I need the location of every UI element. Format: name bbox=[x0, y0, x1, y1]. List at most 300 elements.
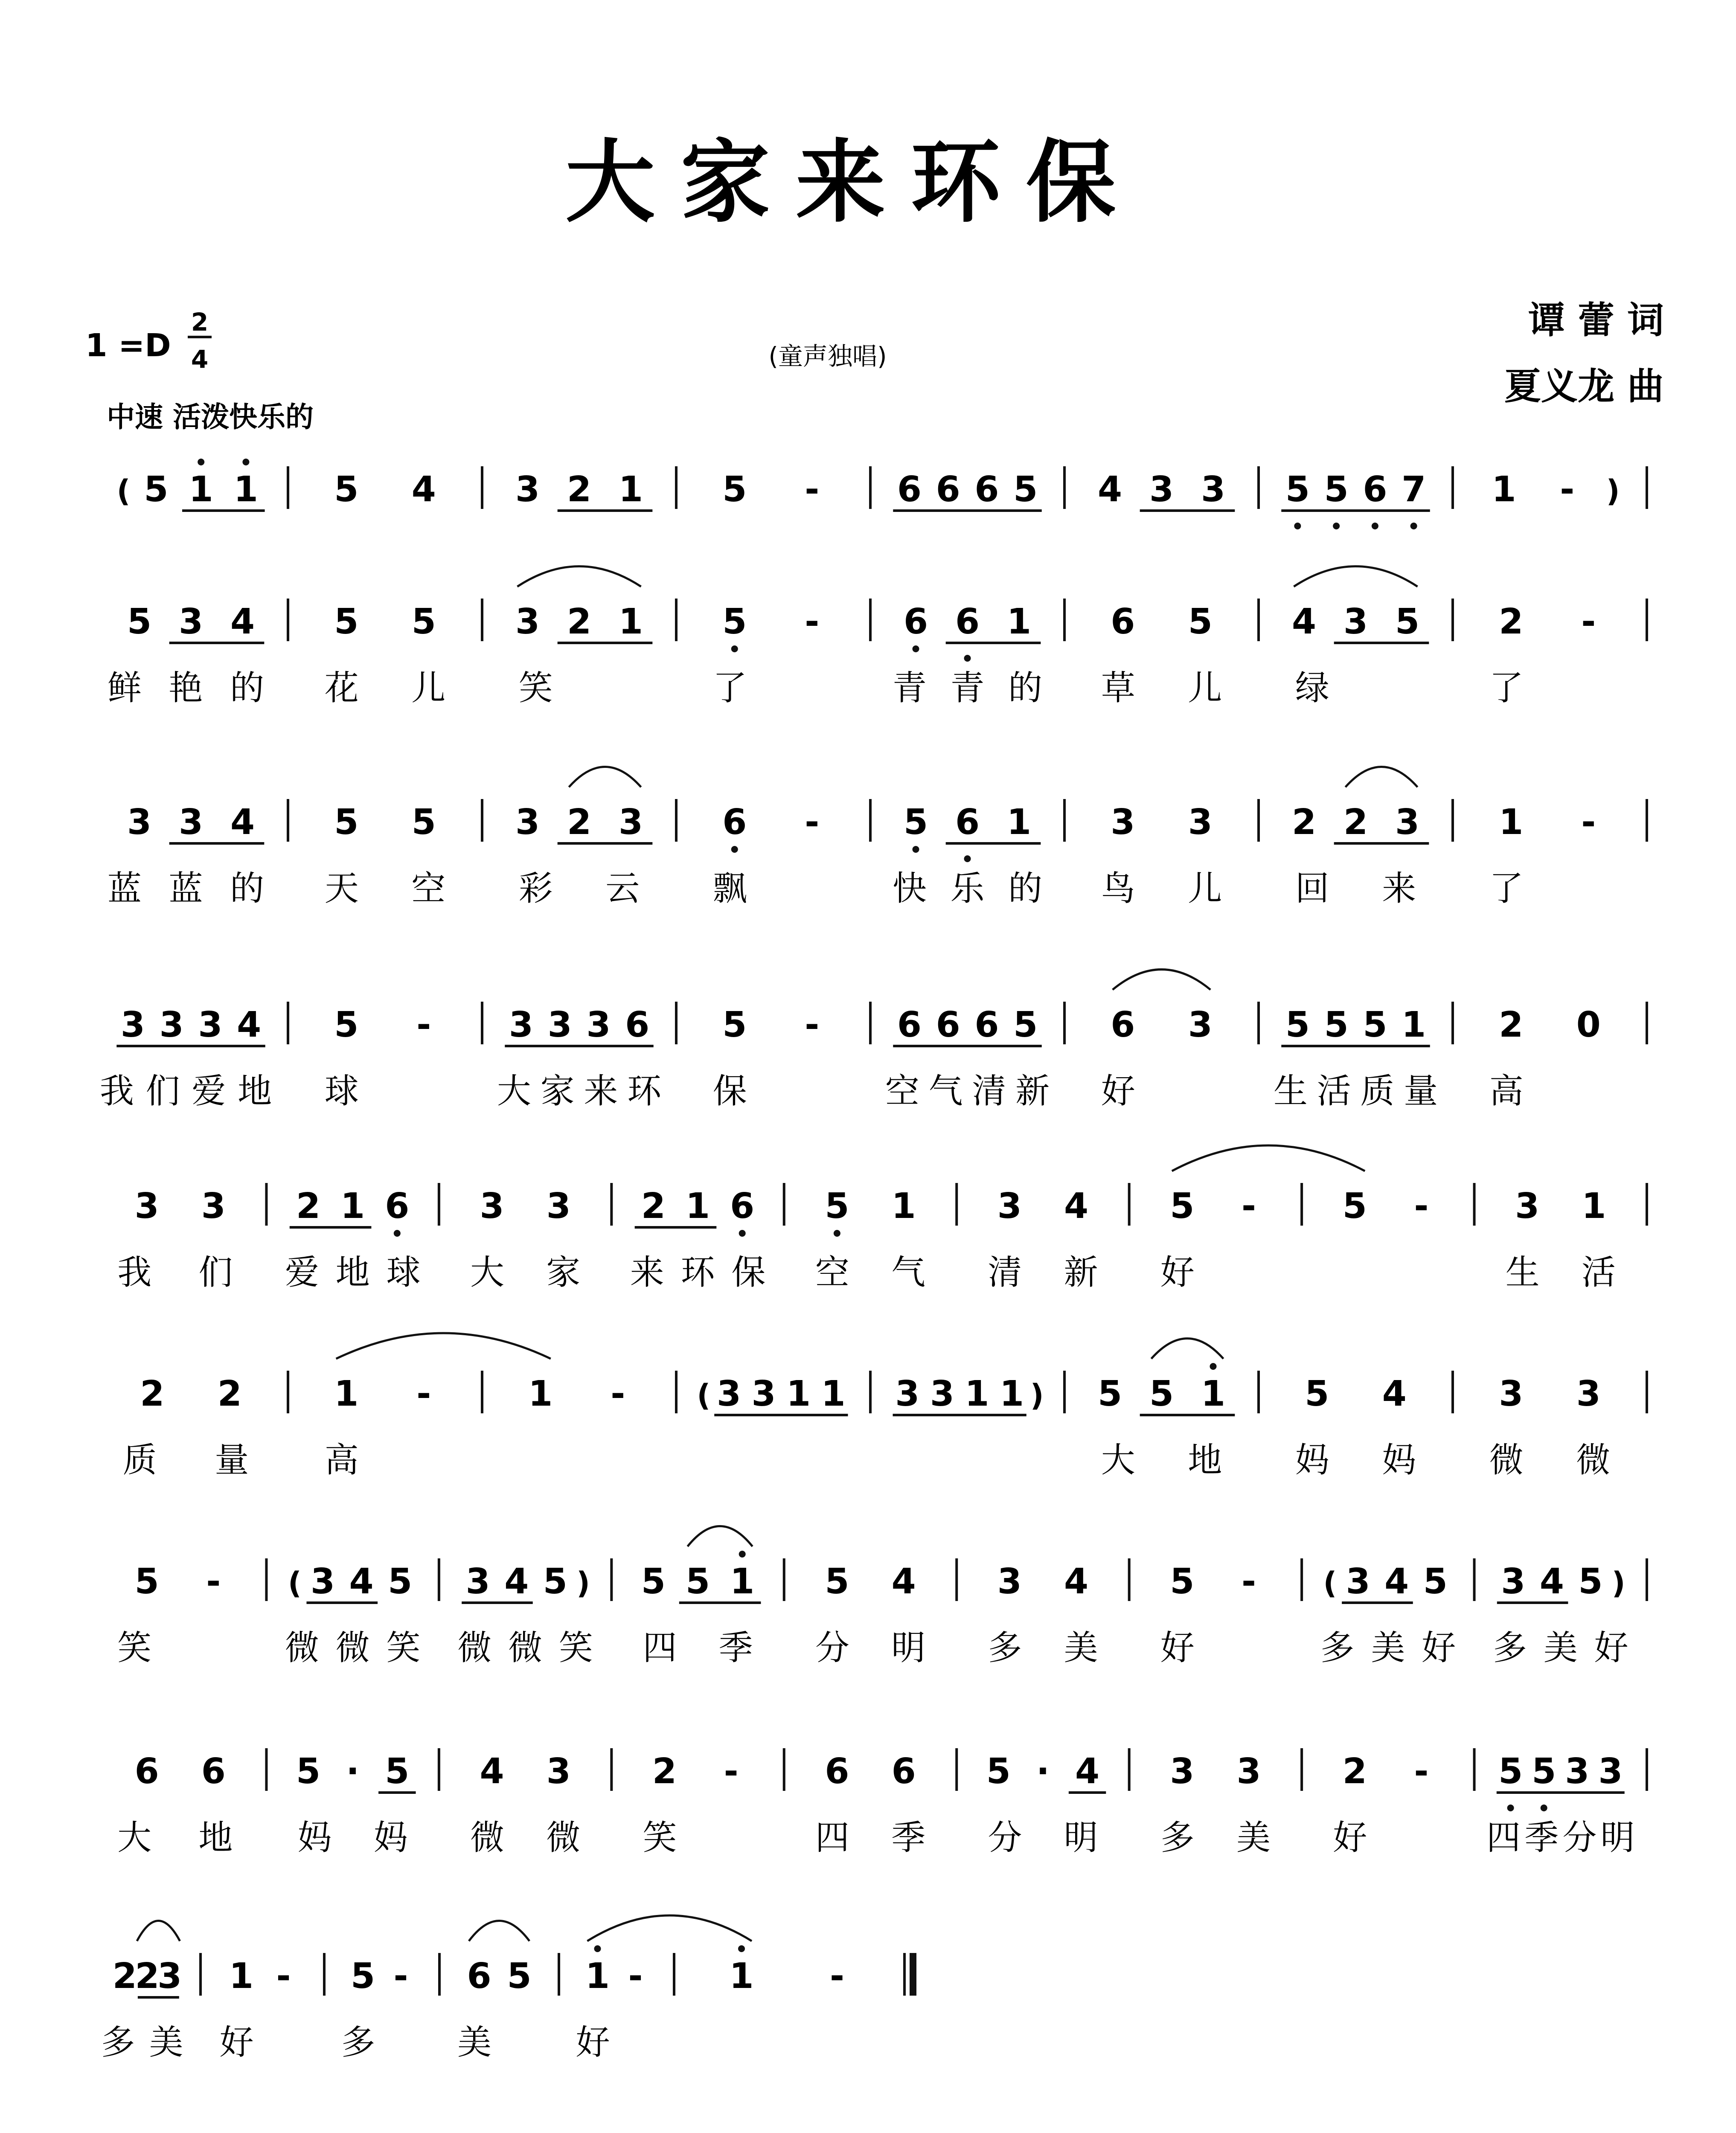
lyric: 笑 bbox=[386, 1628, 421, 1668]
repeat-bracket: ) bbox=[576, 1566, 590, 1601]
lyric: 好 bbox=[576, 2023, 610, 2062]
note: 3 bbox=[515, 802, 540, 843]
note: 5 bbox=[411, 802, 436, 843]
note: 1 bbox=[618, 602, 643, 642]
lyric: 微 bbox=[470, 1818, 504, 1857]
note: 3 bbox=[1565, 1751, 1590, 1792]
note: 1 bbox=[821, 1374, 846, 1414]
lyric: 季 bbox=[1524, 1818, 1559, 1857]
lyric: 保 bbox=[712, 1071, 747, 1111]
note: 4 bbox=[237, 1005, 262, 1045]
note: 3 bbox=[1499, 1374, 1524, 1414]
lyric: 美 bbox=[1236, 1818, 1271, 1857]
lyric: 多 bbox=[988, 1628, 1022, 1668]
note: 1 bbox=[189, 469, 213, 510]
note: 3 bbox=[1170, 1751, 1195, 1792]
note: 3 bbox=[127, 802, 152, 843]
octave-dot-low bbox=[834, 1230, 840, 1237]
note: 3 bbox=[157, 1956, 182, 1996]
note: 3 bbox=[895, 1374, 920, 1414]
note: 3 bbox=[465, 1561, 490, 1602]
note: - bbox=[416, 1005, 431, 1045]
lyric: 青 bbox=[892, 668, 927, 708]
note: 3 bbox=[586, 1005, 611, 1045]
note: 2 bbox=[641, 1186, 666, 1226]
note: 5 bbox=[411, 602, 436, 642]
note: 4 bbox=[1075, 1751, 1100, 1792]
lyric: 美 bbox=[149, 2023, 183, 2062]
note: - bbox=[416, 1374, 431, 1414]
note: 5 bbox=[686, 1561, 710, 1602]
note: 5 bbox=[1013, 469, 1038, 510]
note: 4 bbox=[230, 602, 255, 642]
lyric: 好 bbox=[1594, 1628, 1628, 1668]
note: 2 bbox=[1499, 602, 1524, 642]
note: 1 bbox=[1006, 802, 1032, 843]
note: 1 bbox=[334, 1374, 359, 1414]
note: 4 bbox=[480, 1751, 504, 1792]
lyric: 我 bbox=[99, 1071, 134, 1111]
lyric: 大 bbox=[1101, 1440, 1135, 1480]
note: 6 bbox=[825, 1751, 849, 1792]
octave-dot-high bbox=[242, 459, 249, 465]
note: 5 bbox=[1188, 602, 1213, 642]
note: 5 bbox=[1395, 602, 1420, 642]
lyric: 妈 bbox=[1382, 1440, 1416, 1480]
lyric: 保 bbox=[731, 1252, 766, 1292]
octave-dot-low bbox=[731, 846, 738, 853]
lyric: 儿 bbox=[411, 668, 446, 708]
lyric: 分 bbox=[1562, 1818, 1597, 1857]
note: 5 bbox=[1578, 1561, 1603, 1602]
lyric: 了 bbox=[712, 668, 747, 708]
note: 4 bbox=[349, 1561, 374, 1602]
lyricist-credit: 谭 蕾 词 bbox=[1528, 299, 1664, 342]
lyric: 了 bbox=[1489, 869, 1524, 908]
note: 6 bbox=[936, 1005, 960, 1045]
note: 5 bbox=[722, 1005, 747, 1045]
lyric: 来 bbox=[584, 1071, 618, 1111]
lyric: 美 bbox=[457, 2023, 491, 2062]
note: - bbox=[1241, 1186, 1256, 1226]
repeat-bracket: ) bbox=[1030, 1378, 1044, 1413]
lyric: 微 bbox=[285, 1628, 319, 1668]
note: 1 bbox=[229, 1956, 254, 1996]
lyric: 花 bbox=[324, 668, 359, 708]
lyric: 分 bbox=[988, 1818, 1022, 1857]
note: 4 bbox=[411, 469, 436, 510]
note: 5 bbox=[1342, 1186, 1367, 1226]
note: 3 bbox=[1515, 1186, 1540, 1226]
note: 5 bbox=[334, 602, 359, 642]
note: 1 bbox=[1006, 602, 1032, 642]
note: 1 bbox=[730, 1561, 755, 1602]
note: 6 bbox=[625, 1005, 650, 1045]
note: 1 bbox=[965, 1374, 989, 1414]
note: 6 bbox=[955, 602, 980, 642]
note: 2 bbox=[217, 1374, 242, 1414]
octave-dot-high bbox=[738, 1945, 745, 1952]
octave-dot-low bbox=[1507, 1805, 1514, 1811]
lyric: 的 bbox=[230, 869, 265, 908]
note: - bbox=[829, 1956, 845, 1996]
note: 3 bbox=[997, 1561, 1022, 1602]
lyric: 笑 bbox=[558, 1628, 593, 1668]
lyric: 多 bbox=[101, 2023, 135, 2062]
note: 1 bbox=[1582, 1186, 1606, 1226]
note: - bbox=[805, 802, 820, 843]
note: 3 bbox=[1346, 1561, 1370, 1602]
note: 1 bbox=[233, 469, 258, 510]
note: 5 bbox=[1170, 1186, 1195, 1226]
repeat-bracket: ( bbox=[1323, 1566, 1337, 1601]
note: 3 bbox=[509, 1005, 533, 1045]
lyric: 微 bbox=[335, 1628, 370, 1668]
lyric: 们 bbox=[145, 1071, 180, 1111]
lyric: 生 bbox=[1273, 1071, 1308, 1111]
note: 5 bbox=[296, 1751, 321, 1792]
lyric: 回 bbox=[1295, 869, 1329, 908]
note: 3 bbox=[930, 1374, 954, 1414]
note: 6 bbox=[134, 1751, 159, 1792]
note: 1 bbox=[729, 1956, 754, 1996]
lyric: 生 bbox=[1505, 1252, 1540, 1292]
note: 6 bbox=[974, 469, 999, 510]
note: 1 bbox=[585, 1956, 610, 1996]
octave-dot-low bbox=[913, 846, 919, 853]
repeat-bracket: ) bbox=[1606, 474, 1620, 509]
note: 3 bbox=[159, 1005, 184, 1045]
note: 2 bbox=[567, 602, 592, 642]
note: 5 bbox=[1423, 1561, 1448, 1602]
lyric: 微 bbox=[1489, 1440, 1524, 1480]
lyric: 爱 bbox=[285, 1252, 319, 1292]
note: 4 bbox=[1384, 1561, 1409, 1602]
note: 3 bbox=[1343, 602, 1368, 642]
lyric: 明 bbox=[1064, 1818, 1098, 1857]
lyric: 季 bbox=[718, 1628, 753, 1668]
note: 3 bbox=[1395, 802, 1420, 843]
lyric: 的 bbox=[230, 668, 265, 708]
lyric: 好 bbox=[1160, 1252, 1195, 1292]
lyric: 量 bbox=[1404, 1071, 1438, 1111]
note: 5 bbox=[1013, 1005, 1038, 1045]
note: 5 bbox=[903, 802, 928, 843]
note: 5 bbox=[144, 469, 169, 510]
note: 1 bbox=[528, 1374, 553, 1414]
lyric: 清 bbox=[988, 1252, 1022, 1292]
note: 4 bbox=[230, 802, 255, 843]
lyric: 空 bbox=[411, 869, 446, 908]
lyric: 明 bbox=[1600, 1818, 1635, 1857]
note: 4 bbox=[891, 1561, 916, 1602]
lyric: 质 bbox=[122, 1440, 157, 1480]
octave-dot-high bbox=[198, 459, 204, 465]
lyric: 高 bbox=[1489, 1071, 1524, 1111]
note: 2 bbox=[1343, 802, 1368, 843]
lyric: 绿 bbox=[1295, 668, 1329, 708]
lyric: 儿 bbox=[1188, 668, 1222, 708]
note: 2 bbox=[567, 802, 592, 843]
note: 3 bbox=[515, 469, 540, 510]
note: - bbox=[724, 1751, 739, 1792]
lyric: 的 bbox=[1008, 668, 1043, 708]
lyric: 的 bbox=[1008, 869, 1043, 908]
lyric: 蓝 bbox=[107, 869, 142, 908]
lyric: 多 bbox=[1492, 1628, 1527, 1668]
note: 1 bbox=[1402, 1005, 1426, 1045]
lyric: 飘 bbox=[712, 869, 747, 908]
lyric: 微 bbox=[546, 1818, 581, 1857]
note: 1 bbox=[1499, 802, 1524, 843]
note: 5 bbox=[825, 1561, 849, 1602]
lyric: 彩 bbox=[518, 869, 553, 908]
note: 5 bbox=[334, 802, 359, 843]
lyric: 气 bbox=[891, 1252, 926, 1292]
lyric: 四 bbox=[1486, 1818, 1521, 1857]
octave-dot-low bbox=[964, 655, 971, 662]
note: 6 bbox=[897, 1005, 922, 1045]
note: 6 bbox=[891, 1751, 916, 1792]
octave-dot-high bbox=[1210, 1363, 1217, 1370]
lyric: 地 bbox=[238, 1071, 272, 1111]
note: 3 bbox=[1111, 802, 1135, 843]
performance-note: (童声独唱) bbox=[768, 342, 887, 371]
note: 5 bbox=[134, 1561, 159, 1602]
note: - bbox=[611, 1374, 625, 1414]
note: 1 bbox=[891, 1186, 916, 1226]
lyric: 好 bbox=[219, 2023, 254, 2062]
lyric: 新 bbox=[1015, 1071, 1050, 1111]
song-title: 大家来环保 bbox=[565, 129, 1142, 235]
lyric: 云 bbox=[605, 869, 640, 908]
note: 4 bbox=[1382, 1374, 1407, 1414]
lyric: 美 bbox=[1064, 1628, 1098, 1668]
lyric: 空 bbox=[815, 1252, 849, 1292]
note: 5 bbox=[1285, 469, 1310, 510]
note: 2 bbox=[1342, 1751, 1367, 1792]
lyric: 四 bbox=[643, 1628, 677, 1668]
octave-dot-low bbox=[731, 645, 738, 652]
note: 3 bbox=[1188, 802, 1213, 843]
note: - bbox=[1560, 469, 1575, 510]
note: 4 bbox=[504, 1561, 529, 1602]
note: 1 bbox=[786, 1374, 811, 1414]
note: 3 bbox=[1236, 1751, 1261, 1792]
note: 6 bbox=[730, 1186, 755, 1226]
lyric: 妈 bbox=[297, 1818, 332, 1857]
lyric: 我 bbox=[117, 1252, 152, 1292]
lyric: 微 bbox=[457, 1628, 492, 1668]
note: 2 bbox=[296, 1186, 321, 1226]
octave-dot-low bbox=[1294, 523, 1301, 529]
note: 6 bbox=[974, 1005, 999, 1045]
lyric: 天 bbox=[324, 869, 359, 908]
lyric: 快 bbox=[892, 869, 927, 908]
lyric: 来 bbox=[630, 1252, 664, 1292]
lyric: 鲜 bbox=[107, 668, 142, 708]
lyric: 来 bbox=[1382, 869, 1416, 908]
lyric: 青 bbox=[950, 668, 985, 708]
note: 6 bbox=[385, 1186, 410, 1226]
key-signature: 1 =D bbox=[85, 327, 171, 364]
note: 3 bbox=[515, 602, 540, 642]
note: - bbox=[1414, 1751, 1429, 1792]
lyric: 地 bbox=[198, 1818, 233, 1857]
note: 5 bbox=[334, 1005, 359, 1045]
note: 5 bbox=[1149, 1374, 1174, 1414]
lyric: 高 bbox=[324, 1440, 359, 1480]
lyric: 清 bbox=[972, 1071, 1006, 1111]
note: 3 bbox=[310, 1561, 335, 1602]
note: 6 bbox=[467, 1956, 491, 1996]
note: 4 bbox=[1064, 1561, 1089, 1602]
lyric: 分 bbox=[815, 1628, 849, 1668]
note: 1 bbox=[1201, 1374, 1226, 1414]
note: 3 bbox=[1598, 1751, 1623, 1792]
note: 3 bbox=[546, 1751, 571, 1792]
note: 4 bbox=[1064, 1186, 1089, 1226]
time-signature-top: 2 bbox=[191, 308, 209, 337]
note: 5 bbox=[1324, 1005, 1349, 1045]
lyric: 地 bbox=[335, 1252, 370, 1292]
note: 5 bbox=[986, 1751, 1011, 1792]
lyric: 笑 bbox=[117, 1628, 152, 1668]
note: 2 bbox=[1499, 1005, 1524, 1045]
note: - bbox=[1414, 1186, 1429, 1226]
repeat-bracket: ( bbox=[697, 1378, 711, 1413]
note: 3 bbox=[198, 1005, 223, 1045]
note: 3 bbox=[201, 1186, 226, 1226]
lyric: 儿 bbox=[1188, 869, 1222, 908]
lyric: 微 bbox=[508, 1628, 543, 1668]
lyric: 笑 bbox=[518, 668, 553, 708]
lyric: 们 bbox=[198, 1252, 233, 1292]
lyric: 乐 bbox=[950, 869, 985, 908]
lyric: 球 bbox=[324, 1071, 359, 1111]
lyric: 活 bbox=[1317, 1071, 1351, 1111]
note: 5 bbox=[1097, 1374, 1122, 1414]
lyric: 空 bbox=[885, 1071, 919, 1111]
note: 3 bbox=[751, 1374, 776, 1414]
lyric: 美 bbox=[1543, 1628, 1578, 1668]
lyric: 美 bbox=[1371, 1628, 1405, 1668]
lyric: 蓝 bbox=[169, 869, 203, 908]
lyric: 多 bbox=[341, 2023, 375, 2062]
repeat-bracket: ( bbox=[288, 1566, 302, 1601]
lyric: 妈 bbox=[1295, 1440, 1329, 1480]
note: 0 bbox=[1576, 1005, 1601, 1045]
lyric: 家 bbox=[540, 1071, 575, 1111]
note: 5 bbox=[1170, 1561, 1195, 1602]
note: 1 bbox=[999, 1374, 1024, 1414]
note: 5 bbox=[1305, 1374, 1329, 1414]
lyric: 季 bbox=[891, 1818, 926, 1857]
lyric: 多 bbox=[1320, 1628, 1355, 1668]
lyric: 环 bbox=[680, 1252, 715, 1292]
note: 5 bbox=[722, 469, 747, 510]
note: - bbox=[805, 469, 820, 510]
note: 6 bbox=[201, 1751, 226, 1792]
note: 3 bbox=[120, 1005, 145, 1045]
note: 5 bbox=[1363, 1005, 1387, 1045]
note: 3 bbox=[178, 602, 204, 642]
note: 6 bbox=[936, 469, 960, 510]
lyric: 多 bbox=[1160, 1818, 1195, 1857]
lyric: 草 bbox=[1101, 668, 1135, 708]
note: 3 bbox=[618, 802, 643, 843]
note: 5 bbox=[543, 1561, 567, 1602]
note: · bbox=[1036, 1751, 1050, 1792]
note: 4 bbox=[1291, 602, 1317, 642]
octave-dot-low bbox=[1541, 1805, 1547, 1811]
note: 2 bbox=[112, 1956, 137, 1996]
lyric: 了 bbox=[1489, 668, 1524, 708]
lyric: 笑 bbox=[643, 1818, 677, 1857]
note: 5 bbox=[1532, 1751, 1556, 1792]
note: 6 bbox=[955, 802, 980, 843]
note: 3 bbox=[480, 1186, 504, 1226]
repeat-bracket: ) bbox=[1611, 1566, 1626, 1601]
lyric: 四 bbox=[815, 1818, 849, 1857]
note: 5 bbox=[722, 602, 747, 642]
note: 3 bbox=[1188, 1005, 1213, 1045]
lyric: 好 bbox=[1160, 1628, 1195, 1668]
lyric: 家 bbox=[546, 1252, 581, 1292]
note: 5 bbox=[1324, 469, 1349, 510]
note: - bbox=[628, 1956, 643, 1996]
lyric: 环 bbox=[627, 1071, 662, 1111]
lyric: 鸟 bbox=[1101, 869, 1135, 908]
lyric: 微 bbox=[1576, 1440, 1611, 1480]
note: 4 bbox=[1539, 1561, 1564, 1602]
lyric: 好 bbox=[1422, 1628, 1456, 1668]
lyric: 地 bbox=[1188, 1440, 1222, 1480]
note: 2 bbox=[1291, 802, 1317, 843]
note: 6 bbox=[897, 469, 922, 510]
note: 1 bbox=[618, 469, 643, 510]
note: 3 bbox=[178, 802, 204, 843]
lyric: 大 bbox=[470, 1252, 504, 1292]
note: 5 bbox=[127, 602, 152, 642]
note: - bbox=[206, 1561, 221, 1602]
note: - bbox=[1241, 1561, 1256, 1602]
note: · bbox=[346, 1751, 360, 1792]
note: 4 bbox=[1097, 469, 1122, 510]
lyric: 大 bbox=[117, 1818, 152, 1857]
note: 3 bbox=[1201, 469, 1226, 510]
note: 5 bbox=[825, 1186, 849, 1226]
octave-dot-low bbox=[1333, 523, 1340, 529]
note: 5 bbox=[1498, 1751, 1523, 1792]
note: 1 bbox=[1492, 469, 1516, 510]
octave-dot-low bbox=[913, 645, 919, 652]
lyric: 新 bbox=[1064, 1252, 1098, 1292]
lyric: 气 bbox=[928, 1071, 963, 1111]
octave-dot-high bbox=[594, 1945, 601, 1952]
octave-dot-low bbox=[1372, 523, 1378, 529]
note: 6 bbox=[1111, 602, 1135, 642]
note: - bbox=[1581, 602, 1596, 642]
note: 3 bbox=[134, 1186, 159, 1226]
note: - bbox=[393, 1956, 408, 1996]
note: 2 bbox=[135, 1956, 160, 1996]
lyric: 活 bbox=[1581, 1252, 1616, 1292]
composer-credit: 夏义龙 曲 bbox=[1504, 365, 1664, 408]
note: 3 bbox=[547, 1005, 572, 1045]
note: 1 bbox=[340, 1186, 365, 1226]
note: - bbox=[276, 1956, 291, 1996]
